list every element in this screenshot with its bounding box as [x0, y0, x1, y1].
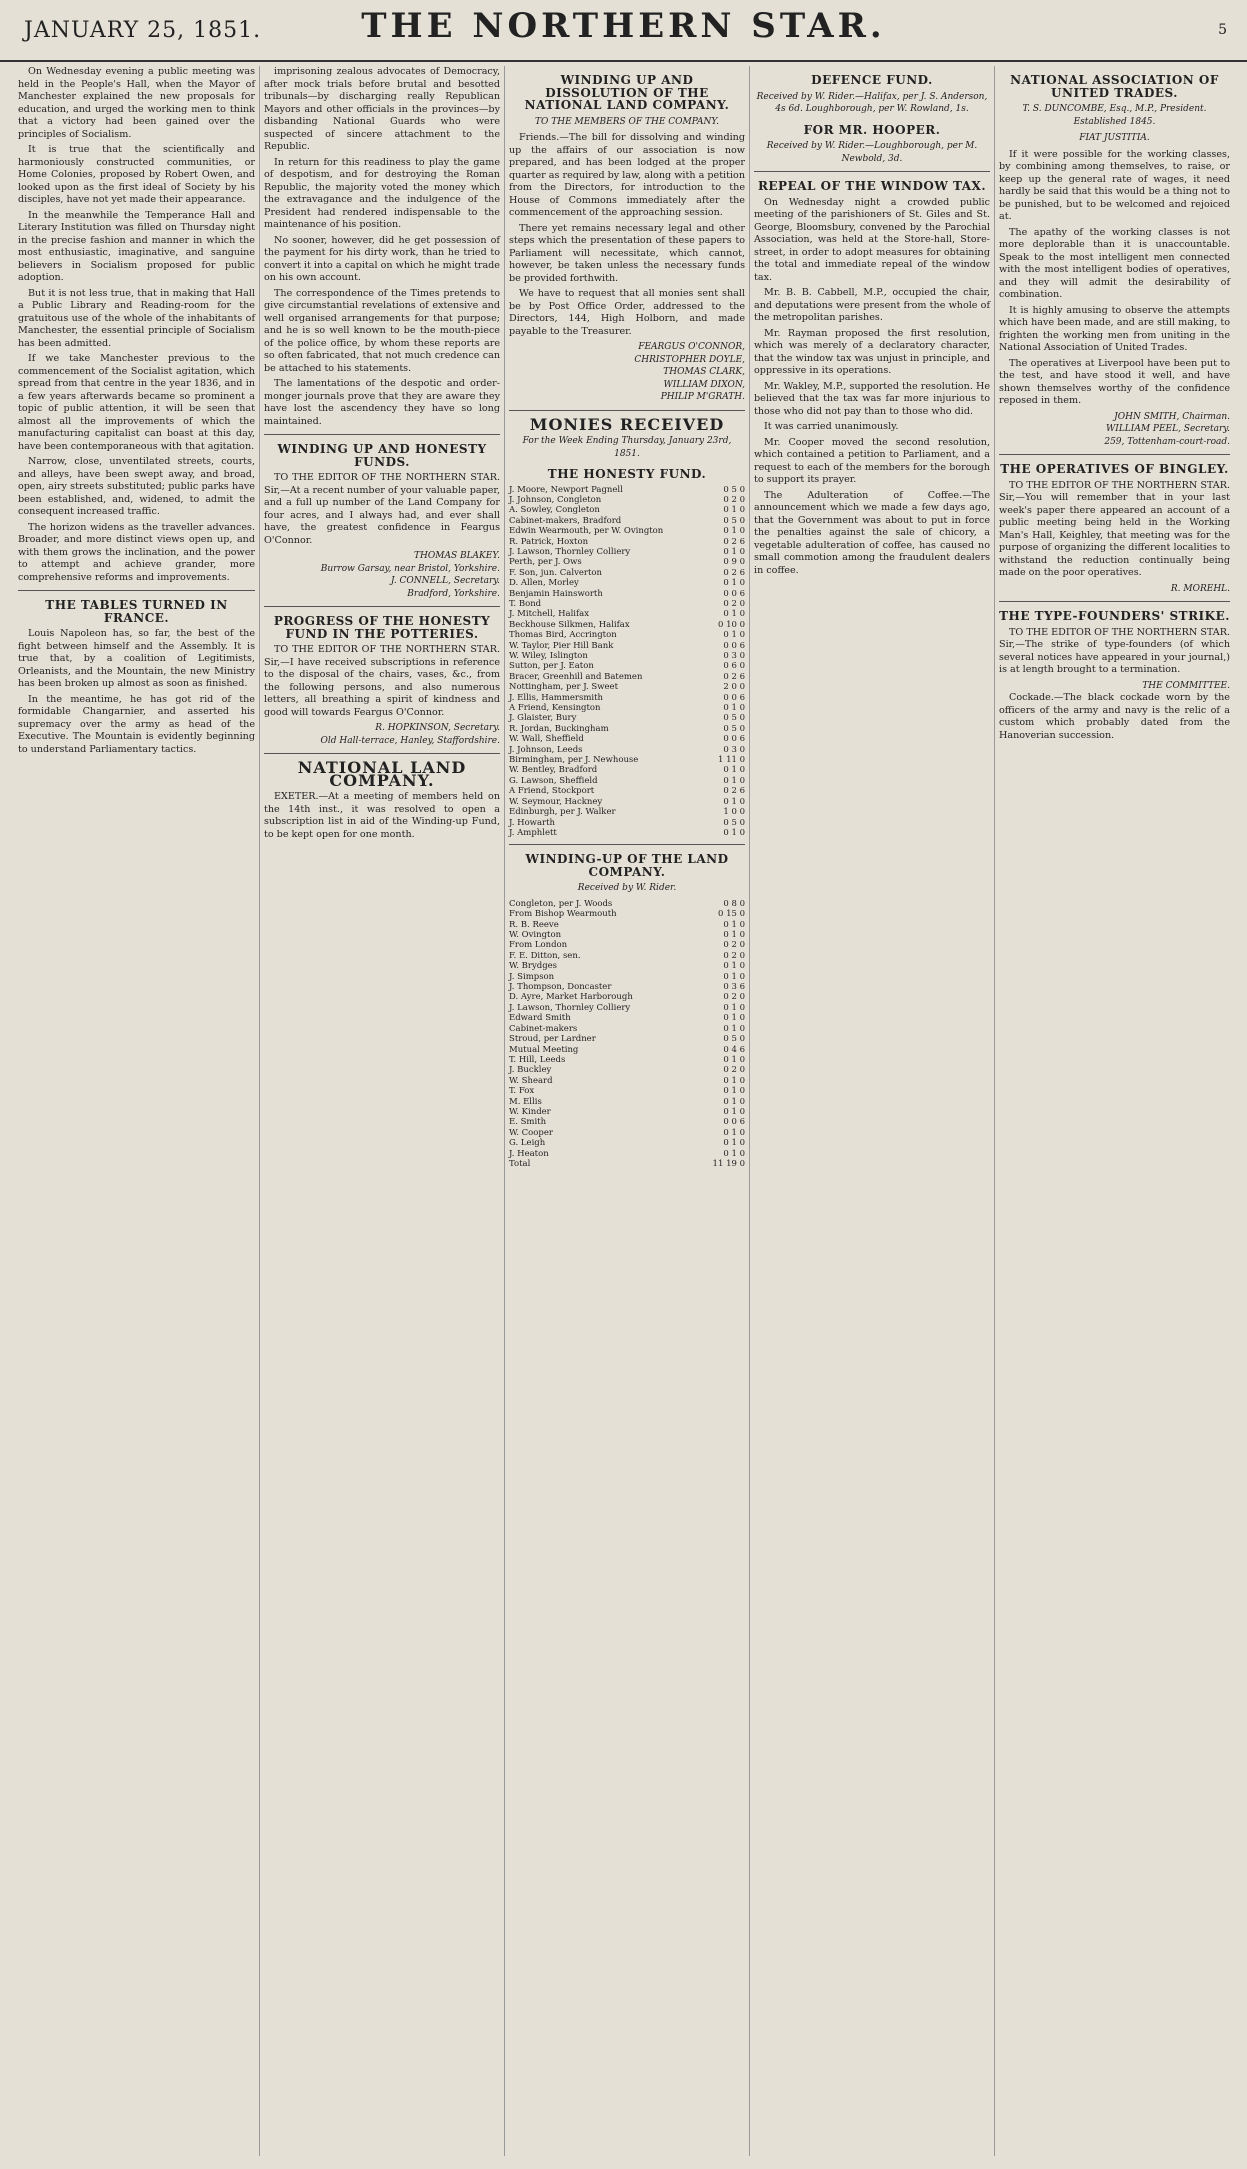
ledger-name: J. Howarth [509, 817, 555, 828]
ledger-total [509, 1159, 745, 1169]
ledger-name: A. Sowley, Congleton [509, 505, 600, 516]
signature: THOMAS BLAKEY. [414, 551, 500, 561]
ledger-name: G. Leigh [509, 1138, 546, 1149]
ledger-amount: 0 1 0 [723, 1002, 745, 1013]
ledger-row [509, 745, 745, 755]
ledger-row [509, 568, 745, 578]
ledger-amount: 0 5 0 [723, 723, 745, 734]
fund-heading: WINDING-UP OF THE LAND COMPANY. [525, 852, 729, 879]
article-heading: WINDING UP AND DISSOLUTION OF THE NATIONAL LAND COMPANY. [524, 73, 730, 112]
ledger-row [509, 1138, 745, 1148]
ledger-amount: 1 11 0 [717, 755, 745, 766]
signature: J. CONNELL, Secretary. [390, 576, 500, 586]
ledger-amount: 0 2 6 [723, 536, 745, 547]
article-paragraph: The horizon widens as the traveller advances. Broader, and more distinct views open up, and with them grows the inclination, and the power to attempt and achieve grander, more comprehensive reforms and improvements. [18, 521, 255, 583]
ledger-name: J. Glaister, Bury [509, 713, 577, 724]
article-subheading: Received by W. Rider.—Halifax, per J. S. Anderson, 4s 6d. Loughborough, per W. Rowland, 1s. [756, 91, 988, 114]
article-paragraph: We have to request that all monies sent shall be by Post Office Order, addressed to the Directors, 144, High Holborn, and made payable to the Treasurer. [509, 288, 745, 337]
ledger-amount: 0 1 0 [723, 796, 745, 807]
article-heading: DEFENCE FUND. [811, 73, 933, 87]
ledger-amount: 0 2 0 [723, 1065, 745, 1076]
ledger-name: From London [509, 940, 568, 951]
ledger-row [509, 609, 745, 619]
signatory: WILLIAM DIXON, [663, 379, 745, 390]
ledger-row [509, 620, 745, 630]
ledger-row [509, 516, 745, 526]
ledger-row [509, 961, 745, 971]
ledger-name: J. Moore, Newport Pagnell [509, 484, 623, 495]
ledger-amount: 0 1 0 [723, 930, 745, 941]
ledger-row [509, 1086, 745, 1096]
article-paragraph: No sooner, however, did he get possession of the payment for his dirty work, than he tried to convert it into a capital on which he might trade on his own account. [264, 234, 500, 283]
ledger-row [509, 776, 745, 786]
ledger-row [509, 641, 745, 651]
divider [509, 410, 745, 411]
article-heading: REPEAL OF THE WINDOW TAX. [757, 179, 987, 193]
article-paragraph: The lamentations of the despotic and order-monger journals prove that they are aware they have lost the ascendency they have so long maintained. [264, 378, 500, 427]
ledger-name: R. Jordan, Buckingham [509, 723, 609, 734]
ledger-row [509, 526, 745, 536]
ledger-name: From Bishop Wearmouth [509, 909, 617, 920]
ledger-row [509, 797, 745, 807]
ledger-name: Congleton, per J. Woods [509, 898, 613, 909]
ledger-row [509, 807, 745, 817]
ledger-row [509, 1076, 745, 1086]
ledger-name: Birmingham, per J. Newhouse [509, 755, 639, 766]
article-paragraph: Mr. B. B. Cabbell, M.P., occupied the chair, and deputations were present from the whole of the metropolitan parishes. [754, 287, 990, 323]
ledger-name: J. Buckley [509, 1065, 552, 1076]
article-paragraph: In return for this readiness to play the game of despotism, and for destroying the Roman Republic, the majority voted the money which the extravagance and the indulgence of the President had rendered indispensable to the maintenance of his position. [264, 156, 500, 230]
divider [264, 753, 500, 754]
ledger-amount: 0 2 0 [723, 598, 745, 609]
ledger-row [509, 682, 745, 692]
ledger-amount: 0 5 0 [723, 515, 745, 526]
ledger-row [509, 734, 745, 744]
signatory: FEARGUS O'CONNOR, [638, 342, 745, 352]
ledger-name: J. Thompson, Doncaster [509, 982, 612, 993]
article-heading: NATIONAL LAND COMPANY. [297, 758, 467, 790]
ledger-name: J. Heaton [509, 1148, 549, 1159]
ledger-total-row [509, 1159, 745, 1169]
signatory: PHILIP M'GRATH. [660, 392, 745, 402]
ledger-row [509, 547, 745, 557]
ledger-name: A Friend, Stockport [509, 786, 595, 797]
ledger-row [509, 992, 745, 1002]
ledger-name: W. Sheard [509, 1075, 553, 1086]
ledger-amount: 0 5 0 [723, 713, 745, 724]
article-paragraph: If we take Manchester previous to the commencement of the Socialist agitation, which spread from that centre in the year 1836, and in a few years afterwards became so prominent a topic of public attention, it will be seen that almost all the improvements of which the manufacturing capitalist can boast at this day, have been contemporaneous with that agitation. [18, 353, 255, 452]
ledger-amount: 0 4 6 [723, 1044, 745, 1055]
ledger-row [509, 557, 745, 567]
ledger-row [509, 1013, 745, 1023]
signatory: CHRISTOPHER DOYLE, [634, 354, 745, 365]
ledger-amount: 0 1 0 [723, 630, 745, 641]
divider [999, 454, 1230, 455]
ledger-name: W. Bentley, Bradford [509, 765, 598, 776]
ledger-amount: 0 2 0 [723, 992, 745, 1003]
issue-date: JANUARY 25, 1851. [24, 18, 262, 43]
ledger-name: R. Patrick, Hoxton [509, 536, 589, 547]
monies-heading: MONIES RECEIVED [529, 414, 725, 434]
fund-heading: THE HONESTY FUND. [547, 467, 707, 481]
ledger-name: T. Bond [509, 598, 542, 609]
ledger-row [509, 505, 745, 515]
ledger-amount: 0 1 0 [723, 1096, 745, 1107]
divider [509, 844, 745, 845]
ledger-name: A Friend, Kensington [509, 703, 601, 714]
ledger-amount: 0 1 0 [723, 1127, 745, 1138]
ledger-amount: 0 9 0 [723, 557, 745, 568]
ledger-amount: 0 1 0 [723, 1138, 745, 1149]
ledger-amount: 0 1 0 [723, 505, 745, 516]
ledger-row [509, 1107, 745, 1117]
article-paragraph: Narrow, close, unventilated streets, courts, and alleys, have been swept away, and broad, open, airy streets substituted; public parks have been established, and, widened, to admit the consequent increased traffic. [18, 456, 255, 517]
article-heading: NATIONAL ASSOCIATION OF UNITED TRADES. [1010, 73, 1219, 100]
ledger-name: R. B. Reeve [509, 919, 559, 930]
ledger-row [509, 495, 745, 505]
ledger-name: J. Lawson, Thornley Colliery [509, 1002, 631, 1013]
article-paragraph: There yet remains necessary legal and other steps which the presentation of these papers to Parliament will necessitate, which cannot, however, be taken unless the necessary funds be provided forthwith. [509, 222, 745, 284]
ledger-row [509, 672, 745, 682]
signature: JOHN SMITH, Chairman. [1114, 411, 1230, 422]
ledger-amount: 0 1 0 [723, 1148, 745, 1159]
ledger-amount: 0 0 6 [723, 588, 745, 599]
ledger-amount: 0 1 0 [723, 919, 745, 930]
article-heading: THE TABLES TURNED IN FRANCE. [45, 598, 228, 625]
ledger-row [509, 1117, 745, 1127]
ledger-amount: 0 8 0 [723, 898, 745, 909]
ledger-row [509, 1097, 745, 1107]
column-5 [994, 66, 1234, 2156]
column-4 [749, 66, 994, 2156]
signatory: THOMAS CLARK, [663, 367, 745, 377]
ledger-row [509, 713, 745, 723]
masthead [0, 0, 1247, 62]
ledger-amount: 0 0 6 [723, 734, 745, 745]
ledger-amount: 0 1 0 [723, 703, 745, 714]
ledger-name: Thomas Bird, Accrington [509, 630, 617, 641]
article-paragraph: The operatives at Liverpool have been put to the test, and have stood it well, and have shown themselves worthy of the confidence reposed in them. [999, 357, 1230, 406]
ledger-row [509, 724, 745, 734]
ledger-name: F. Son, jun. Calverton [509, 567, 602, 578]
article-paragraph: If it were possible for the working classes, by combining among themselves, to raise, or keep up the general rate of wages, it need hardly be said that this would be a thing not to be punished, but to be welcomed and rejoiced at. [999, 148, 1230, 222]
page-number: 5 [1218, 22, 1227, 38]
ledger-amount: 0 1 0 [723, 609, 745, 620]
ledger-name: Nottingham, per J. Sweet [509, 682, 618, 693]
ledger-amount: 0 5 0 [723, 817, 745, 828]
article-heading: PROGRESS OF THE HONESTY FUND IN THE POTTERIES. [273, 614, 491, 641]
column-3 [504, 66, 749, 2156]
article-paragraph: On Wednesday night a crowded public meeting of the parishioners of St. Giles and St. George, Bloomsbury, convened by the Parochial Association, was held at the Store-hall, Store-street, in order to adopt measures for obtaining the total and immediate repeal of the window tax. [754, 196, 990, 283]
column-1 [14, 66, 259, 2156]
article-subheading: Received by W. Rider.—Loughborough, per M. Newbold, 3d. [766, 141, 978, 164]
ledger-name: G. Lawson, Sheffield [509, 775, 598, 786]
ledger-name: Benjamin Hainsworth [509, 588, 603, 599]
ledger-row [509, 651, 745, 661]
ledger-amount: 0 1 0 [723, 1023, 745, 1034]
signature: WILLIAM PEEL, Secretary. [1106, 424, 1230, 434]
ledger-row [509, 972, 745, 982]
ledger-name: E. Smith [509, 1117, 547, 1128]
ledger-amount: 0 10 0 [717, 619, 745, 630]
ledger-name: J. Simpson [509, 971, 555, 982]
land-company-ledger [509, 899, 745, 1159]
ledger-row [509, 1024, 745, 1034]
article-paragraph: Friends.—The bill for dissolving and winding up the affairs of our association is now prepared, and has been lodged at the proper quarter as required by law, along with a petition from the Directors, for introduction to the House of Commons immediately after the commencement of the approaching session. [509, 132, 745, 218]
article-subheading: TO THE MEMBERS OF THE COMPANY. [534, 116, 719, 127]
ledger-name: D. Allen, Morley [509, 578, 579, 589]
honesty-fund-ledger [509, 485, 745, 839]
ledger-row [509, 599, 745, 609]
ledger-name: W. Cooper [509, 1127, 553, 1138]
ledger-row [509, 485, 745, 495]
ledger-amount: 0 6 0 [723, 661, 745, 672]
letter-body: TO THE EDITOR OF THE NORTHERN STAR. Sir,—You will remember that in your last week's paper there appeared an account of a public meeting being held in the Working Man's Hall, Keighley, that meeting was for the purpose of organizing the different localities to withstand the reduction continually being made on the poor operatives. [999, 479, 1230, 578]
ledger-name: Edward Smith [509, 1013, 571, 1024]
column-2 [259, 66, 504, 2156]
ledger-name: J. Mitchell, Halifax [509, 609, 590, 620]
article-paragraph: Mr. Rayman proposed the first resolution, which was merely of a declaratory character, that the window tax was unjust in principle, and oppressive in its operations. [754, 327, 990, 376]
ledger-name: W. Kinder [509, 1106, 551, 1117]
ledger-amount: 0 1 0 [723, 526, 745, 537]
ledger-amount: 0 0 6 [723, 692, 745, 703]
ledger-row [509, 1128, 745, 1138]
divider [264, 606, 500, 607]
article-paragraph: It is highly amusing to observe the attempts which have been made, and are still making, to frighten the working men from uniting in the National Association of United Trades. [999, 304, 1230, 353]
signature: R. HOPKINSON, Secretary. [375, 723, 500, 733]
ledger-name: J. Ellis, Hammersmith [509, 692, 604, 703]
ledger-row [509, 951, 745, 961]
ledger-name: Sutton, per J. Eaton [509, 661, 594, 672]
signature-place: Bradford, Yorkshire. [407, 588, 500, 599]
article-paragraph: Louis Napoleon has, so far, the best of the fight between himself and the Assembly. It is true that, by a coalition of Legitimists, Orleanists, and the Mountain, the new Ministry has been broken up almost as soon as finished. [18, 628, 255, 689]
ledger-name: Cabinet-makers [509, 1023, 578, 1034]
ledger-row [509, 899, 745, 909]
ledger-name: T. Hill, Leeds [509, 1054, 566, 1065]
article-subheading: T. S. DUNCOMBE, Esq., M.P., President. Established 1845. [1022, 104, 1207, 127]
motto: FIAT JUSTITIA. [1079, 133, 1150, 143]
article-heading: THE TYPE-FOUNDERS' STRIKE. [999, 609, 1230, 623]
article-paragraph: It is true that the scientifically and harmoniously constructed communities, or Home Colonies, proposed by Robert Owen, and looked upon as the first ideal of Society by his disciples, have not yet made their appearance. [18, 144, 255, 205]
ledger-amount: 0 1 0 [723, 961, 745, 972]
article-paragraph: In the meantime, he has got rid of the formidable Changarnier, and asserted his supremacy over the army as head of the Executive. The Mountain is evidently beginning to understand Parliamentary tactics. [18, 693, 255, 755]
ledger-row [509, 661, 745, 671]
ledger-row [509, 930, 745, 940]
signature-place: 259, Tottenham-court-road. [1104, 436, 1230, 447]
article-heading: THE OPERATIVES OF BINGLEY. [1000, 462, 1229, 476]
article-paragraph: On Wednesday evening a public meeting was held in the People's Hall, when the Mayor of Manchester explained the new proposals for education, and urged the working men to think that a victory had been gained over the principles of Socialism. [18, 66, 255, 140]
ledger-amount: 0 1 0 [723, 1086, 745, 1097]
ledger-amount: 0 2 0 [723, 950, 745, 961]
ledger-amount: 0 1 0 [723, 971, 745, 982]
ledger-row [509, 589, 745, 599]
letter-body: TO THE EDITOR OF THE NORTHERN STAR. Sir,—At a recent number of your valuable paper, and a full up number of the Land Company for four acres, and I always had, and ever shall have, the greatest confidence in Feargus O'Connor. [264, 472, 500, 546]
article-heading: FOR MR. HOOPER. [803, 122, 941, 137]
article-paragraph: But it is not less true, that in making that Hall a Public Library and Reading-room for the gratuitous use of the whole of the inhabitants of Manchester, the essential principle of Socialism has been admitted. [18, 287, 255, 349]
ledger-name: M. Ellis [509, 1096, 542, 1107]
article-paragraph: The correspondence of the Times pretends to give circumstantial revelations of extensive and well organised arrangements for that purpose; and he is so well known to be the mouth-piece of the police office, by whom these reports are so often fabricated, that not much credence can be attached to his statements. [264, 287, 500, 374]
ledger-name: Beckhouse Silkmen, Halifax [509, 619, 630, 630]
ledger-name: Bracer, Greenhill and Batemen [509, 671, 643, 682]
ledger-name: J. Amphlett [509, 827, 557, 838]
ledger-row [509, 630, 745, 640]
ledger-name: T. Fox [509, 1086, 535, 1097]
ledger-amount: 0 1 0 [723, 1054, 745, 1065]
ledger-name: W. Seymour, Hackney [509, 796, 603, 807]
article-paragraph: The Adulteration of Coffee.—The announcement which we made a few days ago, that the Government was about to put in force the penalties against the sale of chicory, a vegetable adulteration of coffee, has caused no small commotion among the fraudulent dealers in coffee. [754, 489, 990, 576]
ledger-name: W. Ovington [509, 930, 562, 941]
divider [999, 601, 1230, 602]
ledger-row [509, 537, 745, 547]
letter-body: TO THE EDITOR OF THE NORTHERN STAR. Sir,—I have received subscriptions in reference to the disposal of the chairs, vases, &c., from the following persons, and also numerous letters, all breathing a spirit of kindness and good will towards Feargus O'Connor. [264, 644, 500, 718]
ledger-amount: 0 1 0 [723, 546, 745, 557]
ledger-name: W. Brydges [509, 961, 558, 972]
ledger-row [509, 786, 745, 796]
signature-place: Old Hall-terrace, Hanley, Staffordshire. [320, 735, 500, 746]
ledger-amount: 0 3 0 [723, 651, 745, 661]
ledger-amount: 0 2 0 [723, 494, 745, 505]
ledger-row [509, 1065, 745, 1075]
ledger-name: D. Ayre, Market Harborough [509, 992, 633, 1003]
ledger-amount: 0 2 6 [723, 786, 745, 797]
ledger-amount: 0 1 0 [723, 578, 745, 589]
ledger-row [509, 1034, 745, 1044]
ledger-row [509, 909, 745, 919]
ledger-amount: 0 1 0 [723, 827, 745, 838]
divider [264, 434, 500, 435]
ledger-name: F. E. Ditton, sen. [509, 950, 581, 961]
ledger-row [509, 920, 745, 930]
article-paragraph: Mr. Cooper moved the second resolution, which contained a petition to Parliament, and a request to each of the members for the borough to support its prayer. [754, 436, 990, 485]
ledger-amount: 0 1 0 [723, 1106, 745, 1117]
ledger-amount: 0 15 0 [717, 909, 745, 920]
ledger-amount: 0 1 0 [723, 1075, 745, 1086]
ledger-name: J. Johnson, Congleton [509, 494, 602, 505]
ledger-row [509, 693, 745, 703]
ledger-amount: 0 0 6 [723, 640, 745, 651]
ledger-row [509, 1149, 745, 1159]
newspaper-title: THE NORTHERN STAR. [361, 6, 886, 46]
ledger-name: Mutual Meeting [509, 1044, 579, 1055]
article-paragraph: EXETER.—At a meeting of members held on the 14th inst., it was resolved to open a subscription list in aid of the Winding-up Fund, to be kept open for one month. [264, 791, 500, 840]
ledger-amount: 0 3 6 [723, 982, 745, 993]
article-paragraph: In the meanwhile the Temperance Hall and Literary Institution was filled on Thursday night in the precise fashion and manner in which the most enthusiastic, imaginative, and sanguine believers in Socialism proposed for public adoption. [18, 209, 255, 283]
ledger-name: Cabinet-makers, Bradford [509, 515, 622, 526]
ledger-row [509, 828, 745, 838]
ledger-name: Perth, per J. Ows [509, 557, 582, 568]
ledger-name: W. Taylor, Pier Hill Bank [509, 640, 614, 651]
article-paragraph: imprisoning zealous advocates of Democracy, after mock trials before brutal and besotted tribunals—by discharging really Republican Mayors and other officials in the provinces—by disbanding National Guards who were suspected of sincere attachment to the Republic. [264, 66, 500, 152]
article-heading: WINDING UP AND HONESTY FUNDS. [277, 442, 487, 469]
letter-body: TO THE EDITOR OF THE NORTHERN STAR. Sir,—The strike of type-founders (of which several notices have appeared in your journal,) is at length brought to a termination. [999, 626, 1230, 675]
ledger-total-amount: 11 19 0 [712, 1158, 745, 1169]
ledger-total-label: Total [509, 1158, 531, 1169]
ledger-name: Edwin Wearmouth, per W. Ovington [509, 526, 664, 537]
ledger-amount: 0 5 0 [723, 1034, 745, 1045]
ledger-name: W. Wiley, Islington [509, 651, 588, 661]
divider [754, 171, 990, 172]
signature: R. MOREHL. [1170, 583, 1230, 594]
ledger-name: J. Johnson, Leeds [509, 744, 583, 755]
article-paragraph: Mr. Wakley, M.P., supported the resolution. He believed that the tax was far more injurious to those who did not pay than to those who did. [754, 380, 990, 417]
article-paragraph: Cockade.—The black cockade worn by the officers of the army and navy is the relic of a custom which probably dated from the Hanoverian succession. [999, 692, 1230, 741]
signature: THE COMMITTEE. [1142, 680, 1230, 691]
ledger-amount: 0 2 6 [723, 671, 745, 682]
signature-place: Burrow Garsay, near Bristol, Yorkshire. [320, 563, 500, 574]
monies-subheading: For the Week Ending Thursday, January 23rd, 1851. [522, 436, 732, 459]
fund-subheading: Received by W. Rider. [577, 883, 677, 894]
ledger-row [509, 1045, 745, 1055]
ledger-amount: 1 0 0 [723, 807, 745, 818]
ledger-amount: 2 0 0 [723, 682, 745, 693]
ledger-name: Stroud, per Lardner [509, 1034, 596, 1045]
ledger-amount: 0 1 0 [723, 775, 745, 786]
ledger-amount: 0 3 0 [723, 744, 745, 755]
ledger-row [509, 818, 745, 828]
ledger-amount: 0 1 0 [723, 765, 745, 776]
article-paragraph: The apathy of the working classes is not more deplorable than it is unaccountable. Speak to the most intelligent men connected with the most intelligent bodies of operatives, and they will admit the desirability of combination. [999, 226, 1230, 300]
ledger-amount: 0 2 6 [723, 567, 745, 578]
ledger-name: W. Wall, Sheffield [509, 734, 584, 745]
ledger-amount: 0 2 0 [723, 940, 745, 951]
ledger-row [509, 578, 745, 588]
ledger-row [509, 1003, 745, 1013]
ledger-row [509, 982, 745, 992]
divider [18, 590, 255, 591]
ledger-row [509, 703, 745, 713]
article-paragraph: It was carried unanimously. [764, 421, 899, 432]
ledger-row [509, 1055, 745, 1065]
ledger-row [509, 940, 745, 950]
ledger-amount: 0 1 0 [723, 1013, 745, 1024]
ledger-amount: 0 5 0 [723, 484, 745, 495]
ledger-row [509, 755, 745, 765]
ledger-amount: 0 0 6 [723, 1117, 745, 1128]
ledger-row [509, 765, 745, 775]
ledger-name: Edinburgh, per J. Walker [509, 807, 616, 818]
ledger-name: J. Lawson, Thornley Colliery [509, 546, 631, 557]
